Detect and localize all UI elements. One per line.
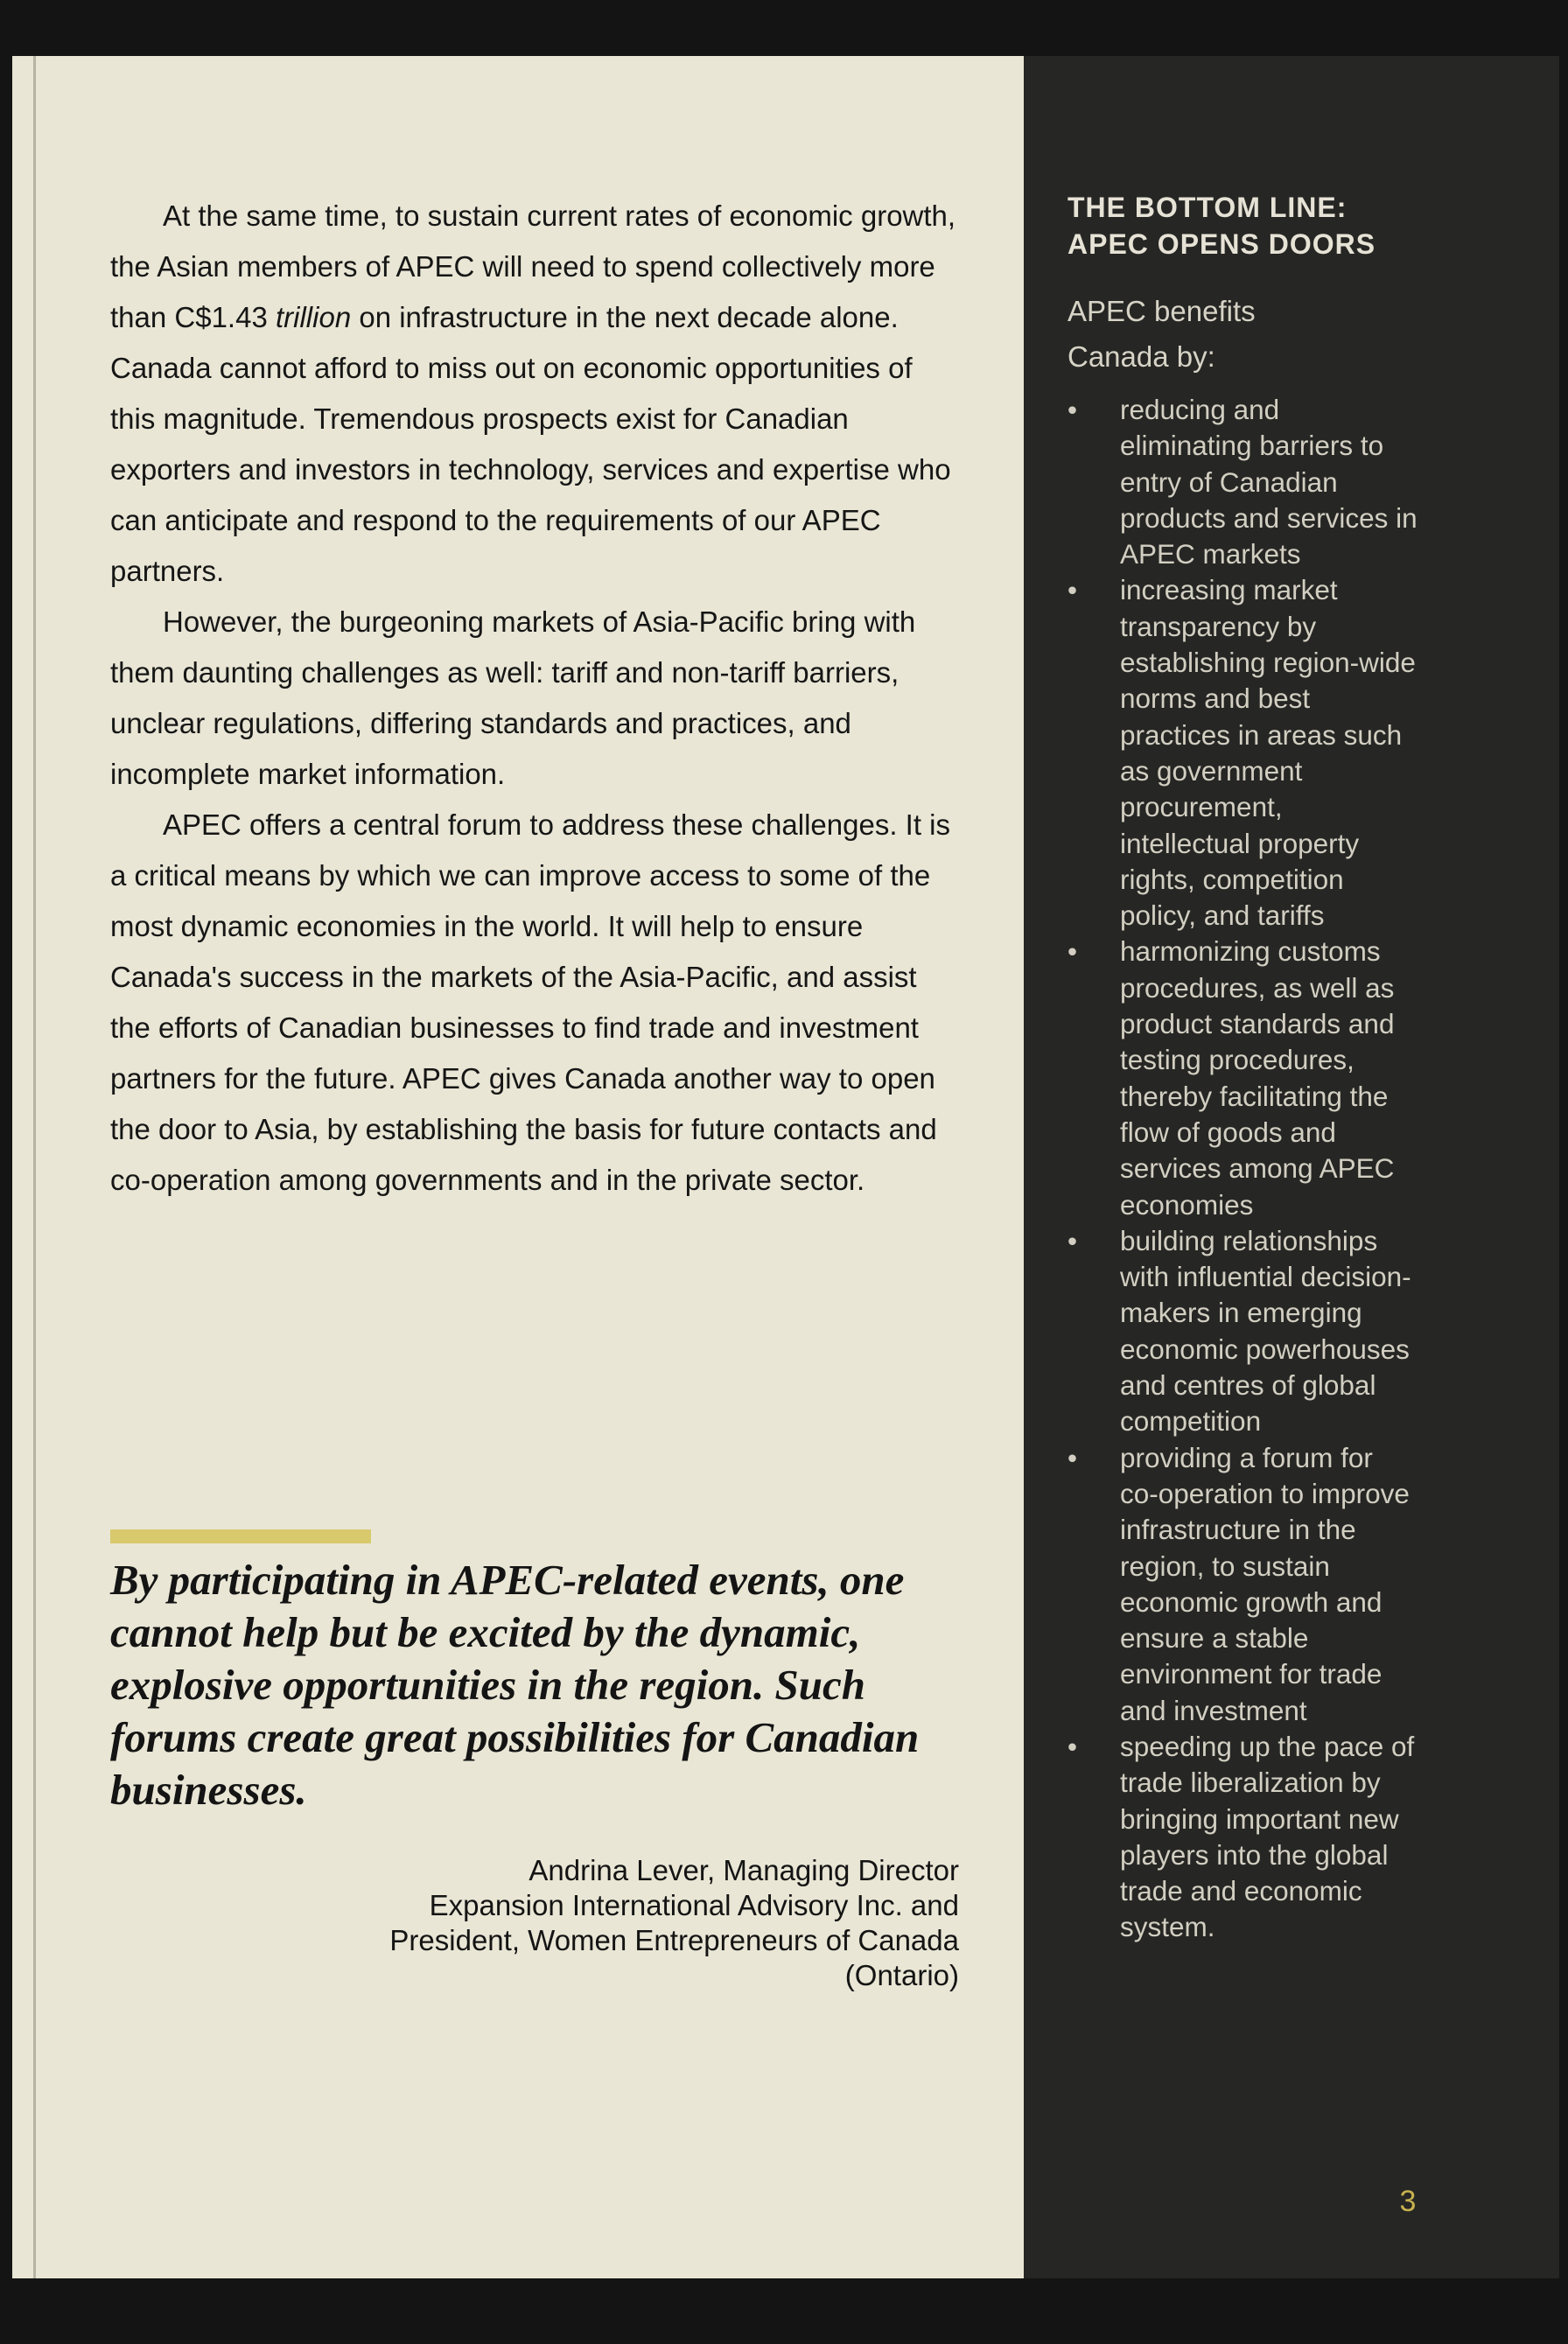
body-paragraph-1-start: At the same time, to sustain current rates of economic growth, the Asian members of APEC will need to spend collectively more than C$1.43	[110, 199, 956, 333]
bullet-icon: •	[1068, 935, 1078, 968]
body-paragraph-1	[110, 191, 959, 597]
body-paragraph-2: However, the burgeoning markets of Asia-Pacific bring with them daunting challenges as well: tariff and non-tariff barriers, unclear regulations, differing standards and practices, and incomplete market information.	[110, 605, 916, 790]
sidebar-benefits-list	[1068, 392, 1522, 1946]
list-item	[1068, 1440, 1418, 1729]
sidebar-intro: APEC benefits Canada by:	[1068, 295, 1256, 373]
body-emphasis-trillion: trillion	[275, 301, 352, 333]
list-item	[1068, 1223, 1418, 1440]
list-item-text: increasing market transparency by establishing region-wide norms and best practices in areas such as government procurement, intellectual property rights, competition policy, and tariffs	[1120, 574, 1416, 932]
bullet-icon: •	[1068, 1224, 1078, 1256]
sidebar-heading	[1068, 189, 1522, 262]
list-item-text: building relationships with influential decision-makers in emerging economic powerhouses and centres of global competition	[1120, 1224, 1411, 1438]
list-item-text: providing a forum for co-operation to improve infrastructure in the region, to sustain economic growth and ensure a stable environment for trade and investment	[1120, 1441, 1410, 1726]
body-text	[110, 191, 959, 1206]
body-paragraph-3: APEC offers a central forum to address these challenges. It is a critical means by which we can improve access to some of the most dynamic economies in the world. It will help to ensure Canada's success in the markets of the Asia-Pacific, and assist the efforts of Canadian businesses to find trade and investment partners for the future. APEC gives Canada another way to open the door to Asia, by establishing the basis for future contacts and co-operation among governments and in the private sector.	[110, 808, 951, 1196]
attribution-line-1: Andrina Lever, Managing Director	[528, 1854, 959, 1886]
list-item	[1068, 392, 1418, 572]
quote-attribution	[262, 1853, 959, 1993]
list-item-text: speeding up the pace of trade liberalization by bringing important new players into the global trade and economic system.	[1120, 1730, 1415, 1943]
bullet-icon: •	[1068, 574, 1078, 606]
list-item	[1068, 1729, 1418, 1946]
list-item-text: harmonizing customs procedures, as well as product standards and testing procedures, thereby facilitating the flow of goods and services among APEC economies	[1120, 935, 1395, 1221]
list-item	[1068, 934, 1418, 1222]
list-item	[1068, 572, 1418, 934]
attribution-line-2: Expansion International Advisory Inc. and	[429, 1889, 959, 1921]
attribution-line-3: President, Women Entrepreneurs of Canada	[389, 1924, 959, 1956]
bullet-icon: •	[1068, 394, 1078, 425]
pull-quote: By participating in APEC-related events, one cannot help but be excited by the dynamic, explosive opportunities in the region. Such forums create great possibilities for Canadian businesses.	[110, 1556, 920, 1814]
bullet-icon: •	[1068, 1730, 1078, 1762]
list-item-text: reducing and eliminating barriers to entry of Canadian products and services in APEC markets	[1120, 394, 1418, 570]
page-number: 3	[1399, 2185, 1417, 2218]
attribution-line-4: (Ontario)	[844, 1959, 959, 1991]
body-paragraph-1-end: on infrastructure in the next decade alone. Canada cannot afford to miss out on economic opportunities of this magnitude. Tremendous prospects exist for Canadian exporters and investors in technology, services and expertise who can anticipate and respond to the requirements of our APEC partners.	[110, 301, 951, 587]
binding-edge	[33, 56, 36, 2278]
sidebar-heading-line-1: THE BOTTOM LINE:	[1068, 192, 1348, 223]
quote-accent-bar	[110, 1529, 371, 1543]
sidebar-heading-line-2: APEC OPENS DOORS	[1068, 228, 1376, 260]
bullet-icon: •	[1068, 1441, 1078, 1473]
